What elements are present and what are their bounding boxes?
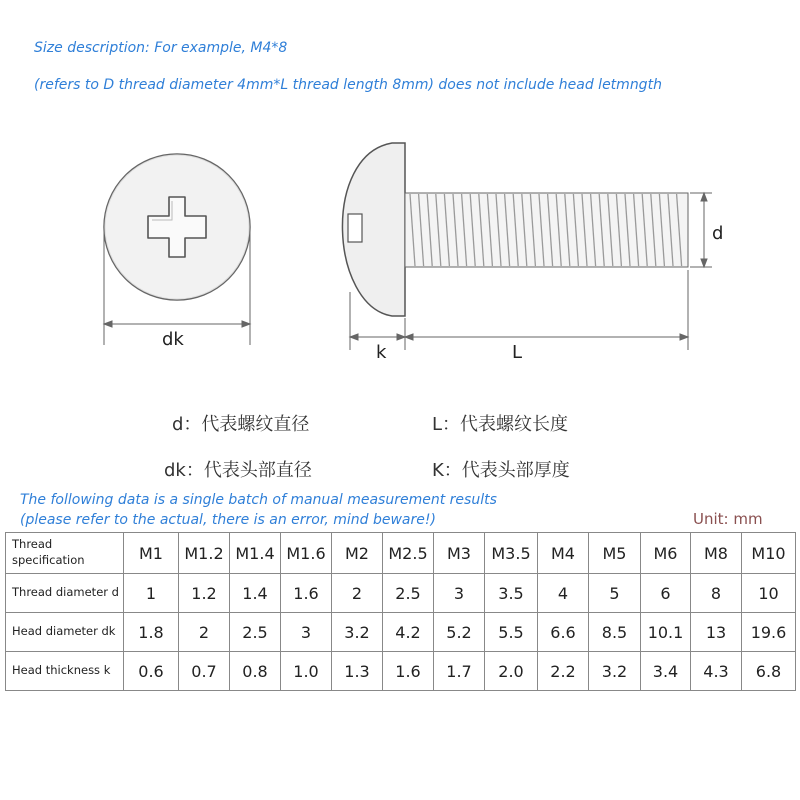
table-cell: M1.2 (179, 533, 230, 574)
L-label: L (512, 342, 523, 363)
table-cell: 19.6 (742, 613, 796, 652)
error-note: (please refer to the actual, there is an error, mind beware!) (20, 512, 436, 528)
table-cell: 2 (332, 574, 383, 613)
legend-dk: dk：代表头部直径 (164, 460, 312, 481)
row-header: Head diameter dk (6, 613, 124, 652)
d-dimension (690, 193, 712, 267)
row-thread-diameter (6, 574, 796, 613)
table-cell: 1.6 (281, 574, 332, 613)
table-cell: 1.6 (383, 652, 434, 691)
size-explanation: (refers to D thread diameter 4mm*L thread length 8mm) does not include head letmngth (34, 77, 662, 93)
table-cell: 2 (179, 613, 230, 652)
table-cell: 2.5 (230, 613, 281, 652)
table-cell: 0.8 (230, 652, 281, 691)
legend-d: d：代表螺纹直径 (172, 414, 310, 435)
table-cell: M1.4 (230, 533, 281, 574)
table-cell: 1.3 (332, 652, 383, 691)
table-cell: 8 (691, 574, 742, 613)
table-cell: 1.4 (230, 574, 281, 613)
table-cell: M1 (124, 533, 179, 574)
table-cell: M8 (691, 533, 742, 574)
screw-head-top-view (104, 154, 250, 300)
table-cell: 6 (641, 574, 691, 613)
table-cell: 5.5 (485, 613, 538, 652)
table-cell: 0.7 (179, 652, 230, 691)
batch-note: The following data is a single batch of manual measurement results (20, 492, 497, 508)
table-cell: M5 (589, 533, 641, 574)
table-cell: 5 (589, 574, 641, 613)
table-cell: M10 (742, 533, 796, 574)
table-cell: 2.2 (538, 652, 589, 691)
legend-L: L：代表螺纹长度 (432, 414, 569, 435)
spec-table (5, 532, 796, 691)
table-cell: 3.4 (641, 652, 691, 691)
row-header: Thread diameter d (6, 574, 124, 613)
table-cell: 2.5 (383, 574, 434, 613)
table-cell: 3 (434, 574, 485, 613)
table-cell: 3.5 (485, 574, 538, 613)
table-cell: 3.2 (589, 652, 641, 691)
table-cell: 4.3 (691, 652, 742, 691)
table-cell: M2.5 (383, 533, 434, 574)
table-cell: M3 (434, 533, 485, 574)
table-cell: M2 (332, 533, 383, 574)
row-head-diameter (6, 613, 796, 652)
table-cell: 3 (281, 613, 332, 652)
table-cell: 3.2 (332, 613, 383, 652)
table-cell: 4.2 (383, 613, 434, 652)
size-description: Size description: For example, M4*8 (34, 40, 288, 56)
legend-K: K：代表头部厚度 (432, 460, 570, 481)
table-cell: 10 (742, 574, 796, 613)
table-cell: 0.6 (124, 652, 179, 691)
row-header: Thread specification (6, 533, 124, 574)
dk-label: dk (162, 329, 184, 350)
table-cell: 13 (691, 613, 742, 652)
table-cell: M6 (641, 533, 691, 574)
table-cell: 1.8 (124, 613, 179, 652)
table-cell: M1.6 (281, 533, 332, 574)
table-cell: M3.5 (485, 533, 538, 574)
table-cell: 2.0 (485, 652, 538, 691)
table-cell: 6.8 (742, 652, 796, 691)
table-cell: 1.7 (434, 652, 485, 691)
k-label: k (376, 342, 387, 363)
table-cell: 8.5 (589, 613, 641, 652)
screw-side-view (342, 143, 688, 316)
table-cell: 5.2 (434, 613, 485, 652)
row-header: Head thickness k (6, 652, 124, 691)
table-cell: M4 (538, 533, 589, 574)
table-cell: 6.6 (538, 613, 589, 652)
row-head-thickness (6, 652, 796, 691)
table-cell: 1.2 (179, 574, 230, 613)
table-cell: 1.0 (281, 652, 332, 691)
unit-label: Unit: mm (693, 510, 763, 528)
d-label: d (712, 223, 724, 244)
table-cell: 10.1 (641, 613, 691, 652)
row-thread-spec (6, 533, 796, 574)
table-cell: 4 (538, 574, 589, 613)
table-cell: 1 (124, 574, 179, 613)
